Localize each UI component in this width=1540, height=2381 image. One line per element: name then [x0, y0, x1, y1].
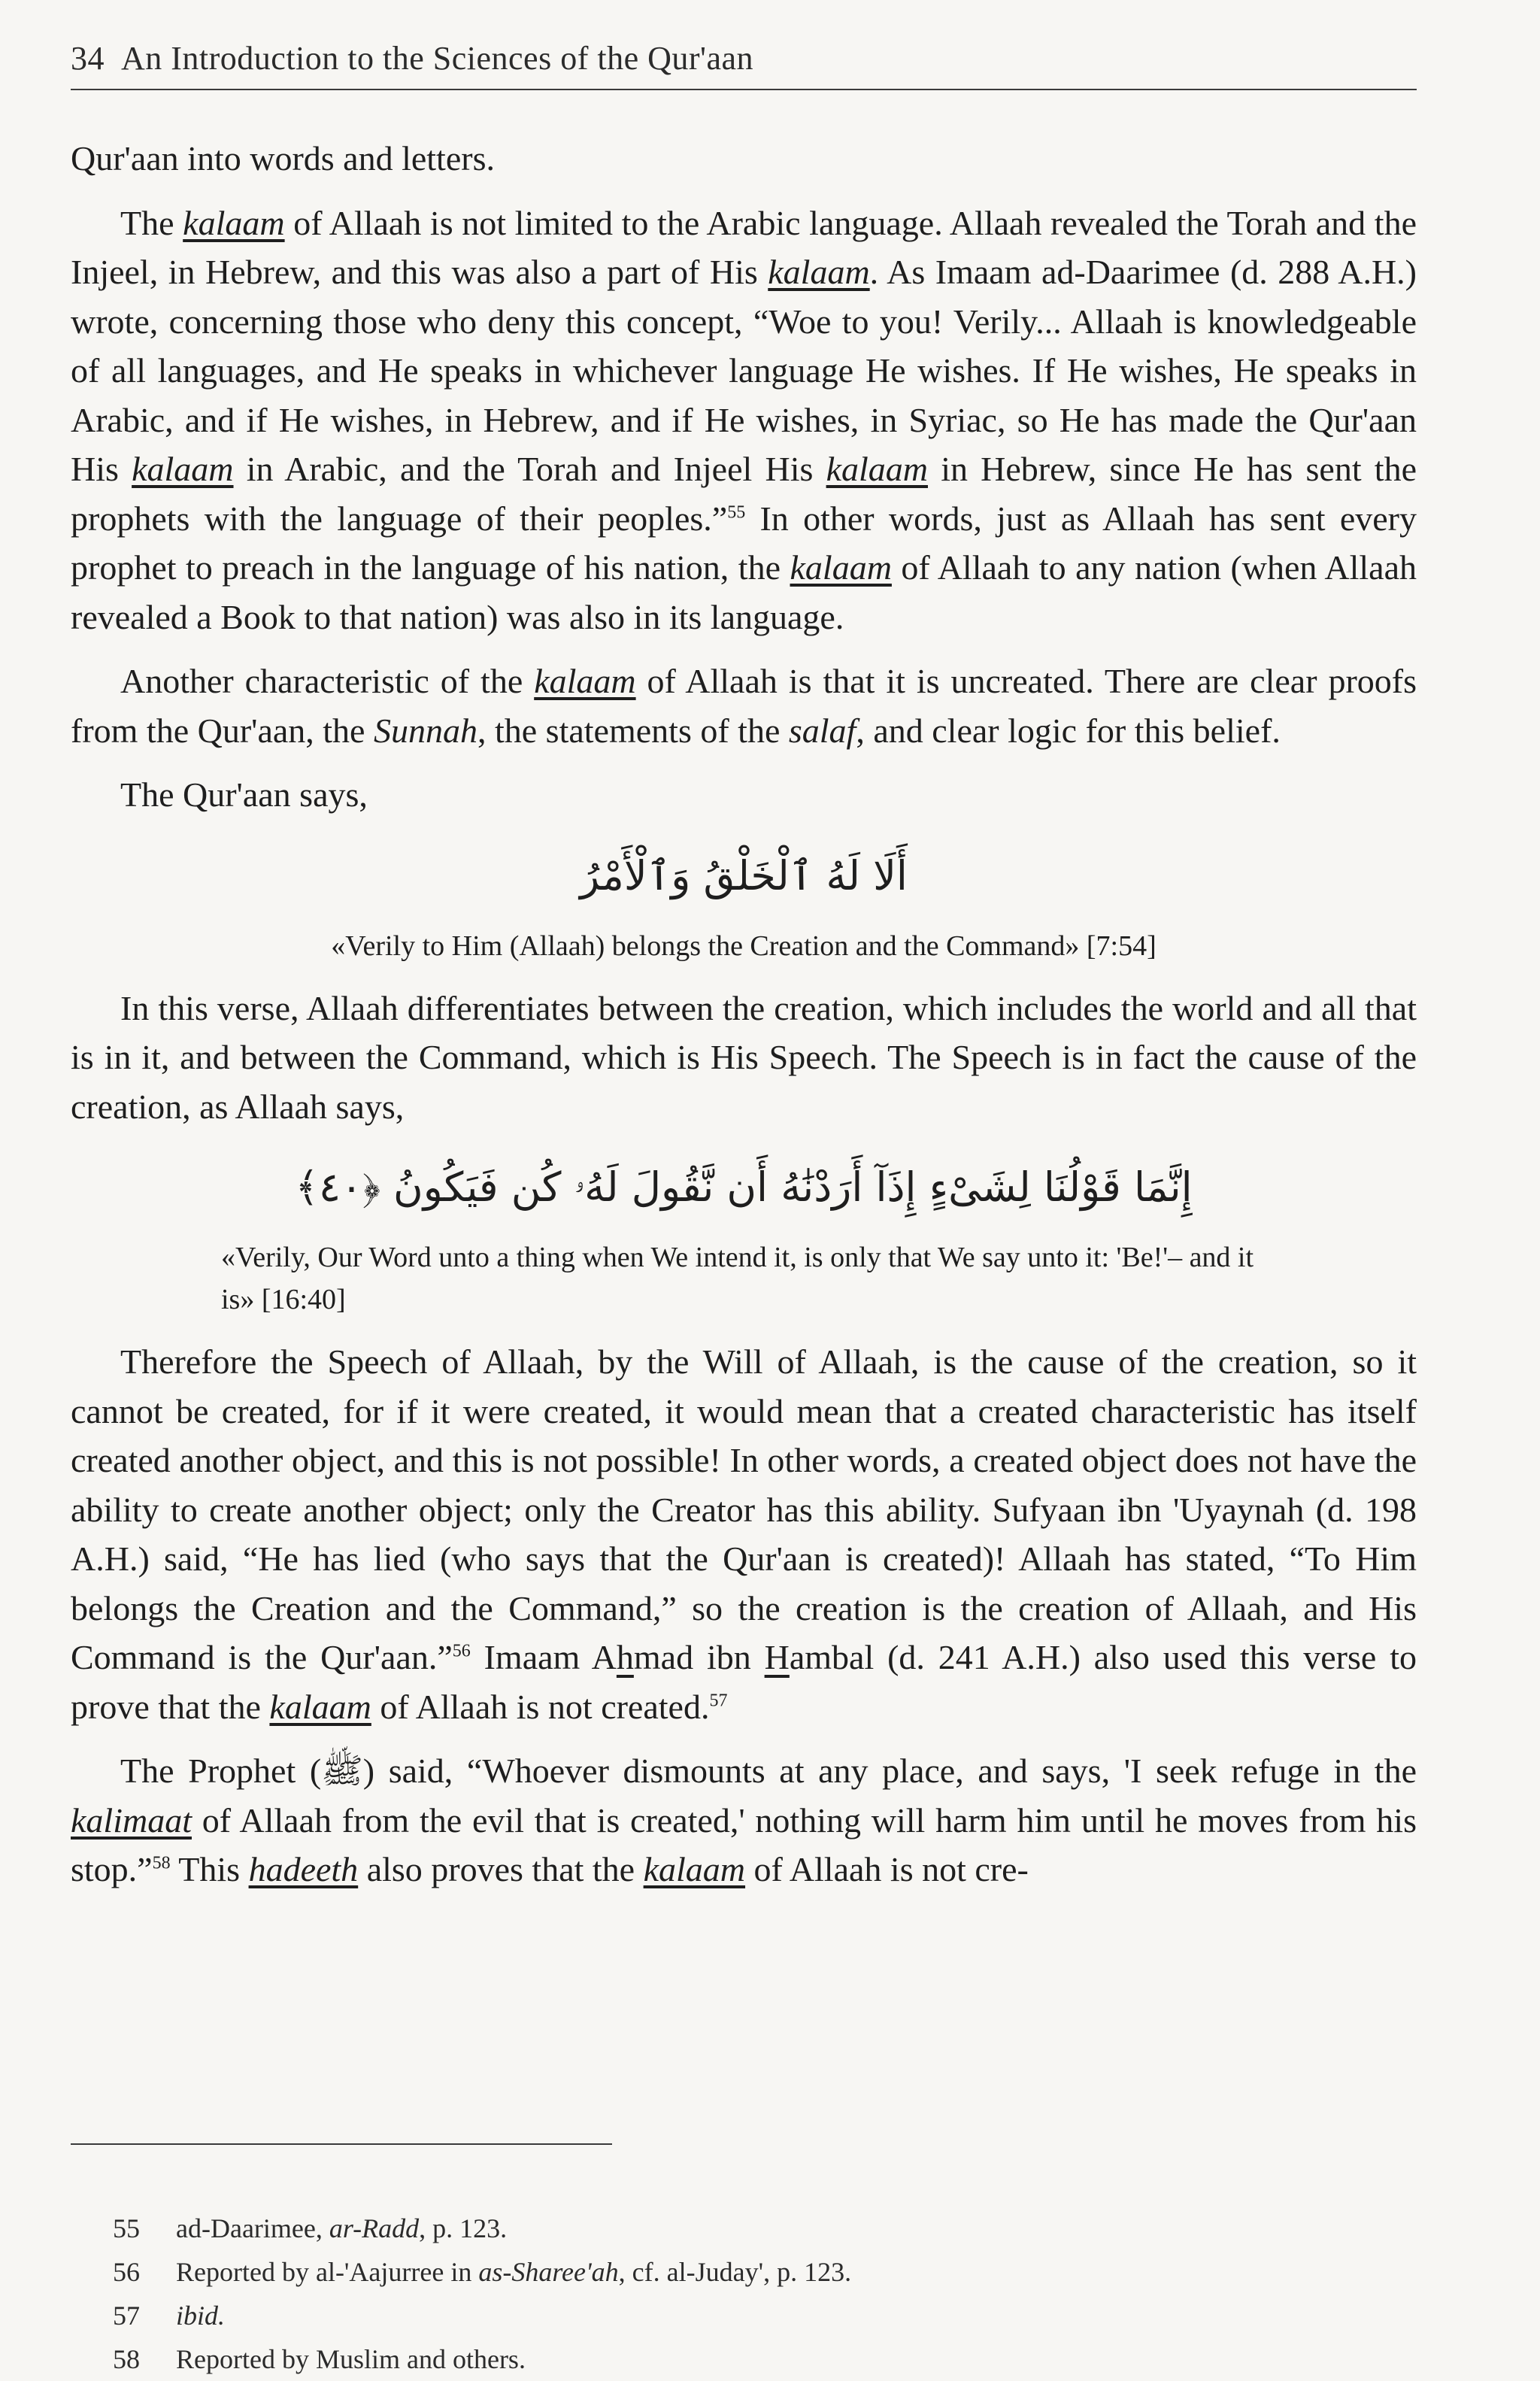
text-run: The [120, 203, 183, 242]
text-run: mad ibn [633, 1638, 765, 1676]
text-run: The Prophet (ﷺ) said, “Whoever dismounts at any place, and says, 'I seek refuge in the [120, 1752, 1417, 1790]
paragraph-5: In this verse, Allaah differentiates between the creation, which includes the world and all that is in it, and between the Command, which is His Speech. The Speech is in fact the cause of the creation, as Allaah says, [71, 988, 1417, 1126]
page-number: 34 [71, 40, 105, 77]
footnote-number: 58 [113, 2344, 140, 2374]
footnote-rule [71, 2143, 612, 2145]
footnote-number: 56 [113, 2257, 140, 2287]
term-kalaam: kalaam [183, 203, 285, 242]
footnote-number: 57 [113, 2301, 140, 2331]
text-run: in Arabic, and the Torah and Injeel His [233, 450, 826, 488]
paragraph-2 [71, 199, 1417, 642]
text-run: This [170, 1850, 249, 1888]
text-run: , and clear logic for this belief. [856, 711, 1281, 750]
footnote-55 [113, 2207, 1241, 2250]
footnote-text: , p. 123. [419, 2213, 508, 2243]
footnote-text: Reported by al-'Aajurree in [176, 2257, 479, 2287]
footnote-57 [113, 2294, 1241, 2337]
text-run: of Allaah to any nation (when Allaah revealed a Book to that nation) was also in its language. [71, 548, 1417, 636]
text-run: of Allaah is that it is uncreated. There are clear proofs from the Qur'aan, the [71, 662, 1417, 750]
footnote-ref-56: 56 [452, 1641, 471, 1661]
footnote-number: 55 [113, 2213, 140, 2243]
text-run: in Hebrew, since He has sent the prophets with the language of their peoples.” [71, 450, 1417, 538]
footnote-title: ibid. [176, 2301, 226, 2331]
text-run: , the statements of the [477, 711, 789, 750]
text-run: of Allaah from the evil that is created,' nothing will harm him until he moves from his stop.” [71, 1800, 1417, 1888]
text-run: of Allaah is not cre- [745, 1850, 1029, 1888]
main-text [71, 134, 1417, 1909]
page-header [71, 39, 1417, 77]
term-kalimaat: kalimaat [71, 1800, 192, 1840]
text-run: of Allaah is not created. [371, 1687, 710, 1726]
footnote-text: , cf. al-Juday', p. 123. [618, 2257, 852, 2287]
paragraph-4: The Qur'aan says, [120, 775, 368, 814]
term-kalaam: kalaam [790, 548, 892, 587]
text-run: ambal (d. 241 A.H.) also used this verse to prove that the [71, 1638, 1417, 1726]
transliteration-mark: H [764, 1638, 790, 1676]
paragraph-7 [71, 1746, 1417, 1894]
footnote-ref-58: 58 [152, 1853, 171, 1873]
verse-1-arabic: أَلَا لَهُ ٱلْخَلْقُ وَٱلْأَمْرُ [580, 851, 908, 899]
text-run: Therefore the Speech of Allaah, by the Will of Allaah, is the cause of the creation, so it cannot be created, for if it were created, it would mean that a created characteristic has itself created another object, and this is not possible! In other words, a created object does not have the ability to create another object; only the Creator has this ability. Sufyaan ibn 'Uyaynah (d. 198 A.H.) said, “He has lied (who says that the Qur'aan is created)! Allaah has stated, “To Him belongs the Creation and the Command,” so the creation is the creation of Allaah, and His Command is the Qur'aan.” [71, 1342, 1417, 1676]
running-title: An Introduction to the Sciences of the Qur'aan [121, 40, 754, 77]
header-rule [71, 89, 1417, 90]
footnote-56 [113, 2250, 1241, 2294]
footnotes [113, 2207, 1241, 2381]
footnote-58 [113, 2337, 1241, 2381]
paragraph-6 [71, 1337, 1417, 1731]
term-kalaam: kalaam [132, 450, 234, 488]
text-run: Imaam A [470, 1638, 617, 1676]
footnote-ref-55: 55 [727, 502, 746, 523]
text-run: also proves that the [358, 1850, 644, 1888]
term-kalaam: kalaam [826, 450, 928, 488]
verse-2-arabic: إِنَّمَا قَوْلُنَا لِشَىْءٍ إِذَآ أَرَدْنَٰهُ أَن نَّقُولَ لَهُۥ كُن فَيَكُونُ ﴿٤٠﴾ [295, 1163, 1193, 1211]
term-kalaam: kalaam [768, 253, 870, 291]
footnote-text: ad-Daarimee, [176, 2213, 329, 2243]
term-kalaam: kalaam [534, 662, 636, 700]
term-kalaam: kalaam [643, 1850, 746, 1888]
footnote-title: ar-Radd [329, 2213, 420, 2243]
term-kalaam: kalaam [269, 1687, 371, 1726]
text-run: of Allaah is not limited to the Arabic language. Allaah revealed the Torah and the Injeel, in Hebrew, and this was also a part of His [71, 203, 1417, 291]
footnote-ref-57: 57 [709, 1691, 728, 1711]
footnote-text: Reported by Muslim and others. [176, 2344, 526, 2374]
term-sunnah: Sunnah [373, 711, 477, 750]
term-hadeeth: hadeeth [248, 1850, 359, 1888]
text-run: . As Imaam ad-Daarimee (d. 288 A.H.) wrote, concerning those who deny this concept, “Woe to you! Verily... Allaah is knowledgeable of all languages, and He speaks in whichever language He wishes. If He wishes, He speaks in Arabic, and if He wishes, in Hebrew, and if He wishes, in Syriac, so He has made the Qur'aan His [71, 253, 1417, 488]
paragraph-3 [71, 657, 1417, 755]
paragraph-1: Qur'aan into words and letters. [71, 139, 495, 177]
transliteration-mark: h [616, 1638, 634, 1676]
verse-1-translation: «Verily to Him (Allaah) belongs the Creation and the Command» [7:54] [331, 930, 1157, 962]
term-salaf: salaf [788, 711, 856, 750]
verse-2-translation: «Verily, Our Word unto a thing when We intend it, is only that We say unto it: 'Be!'– and it is» [16:40] [221, 1242, 1254, 1315]
text-run: In other words, just as Allaah has sent every prophet to preach in the language of his nation, the [71, 499, 1417, 587]
text-run: Another characteristic of the [120, 662, 535, 700]
footnote-title: as-Sharee'ah [478, 2257, 619, 2287]
